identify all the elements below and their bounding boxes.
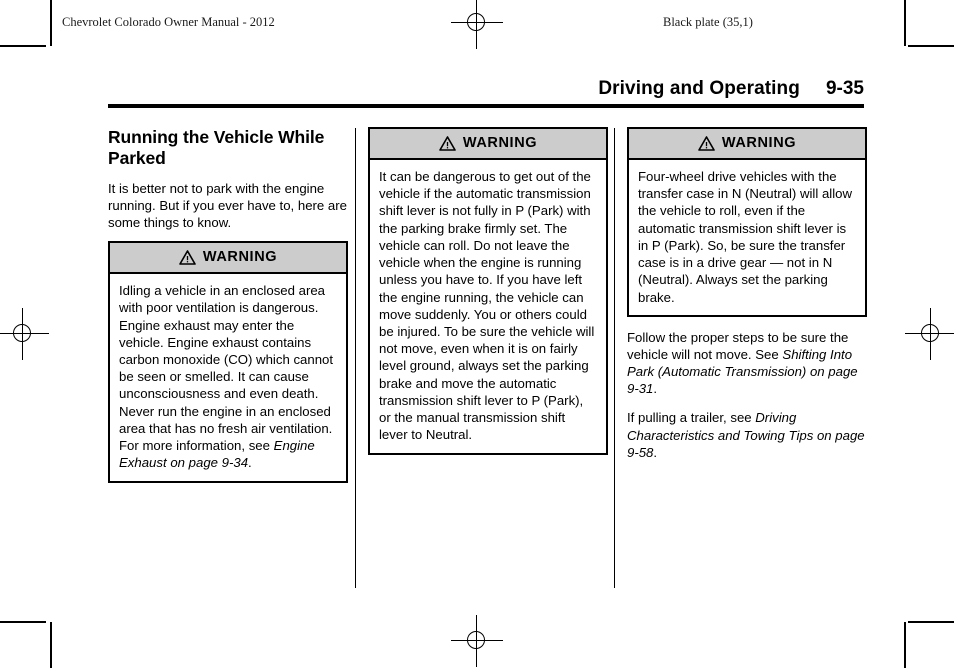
paragraph-pulling-trailer: [627, 409, 867, 460]
registration-mark-bottom: [451, 615, 503, 667]
warning-label: WARNING: [202, 249, 278, 266]
warning-box-text: It can be dangerous to get out of the vehicle if the automatic transmission shift lever is not fully in P (Park) with the parking brake firmly set. The vehicle can roll. Do not leave the vehicle when the engine is running unless you have to. If you have left the engine running, the vehicle can move suddenly. You or others could be injured. To be sure the vehicle will not move, even when it is on fairly level ground, always set the parking brake and move the automatic transmission shift lever to P (Park), or the manual transmission shift lever to Neutral.: [379, 169, 595, 443]
intro-paragraph: It is better not to park with the engine running. But if you ever have to, here are some things to know.: [108, 180, 347, 230]
crop-mark-bottom-left-horizontal: [0, 621, 46, 623]
running-head-left: Chevrolet Colorado Owner Manual - 2012: [62, 15, 275, 29]
warning-box-four-wheel-drive: [627, 127, 867, 317]
cross-reference-engine-exhaust[interactable]: Engine Exhaust on page 9-34: [119, 438, 315, 471]
registration-mark-left: [0, 308, 49, 360]
cross-reference-shifting-into-park[interactable]: Shifting Into Park (Automatic Transmission) on page 9-31: [627, 346, 858, 397]
registration-mark-top: [451, 0, 503, 49]
warning-box-header: [110, 243, 346, 274]
warning-label: WARNING: [462, 135, 538, 151]
chapter-title: Driving and Operating: [598, 78, 800, 99]
page-number: 9-35: [825, 78, 864, 99]
warning-triangle-icon: [179, 250, 196, 265]
warning-box-exit-vehicle: [368, 127, 608, 455]
registration-mark-circle: [921, 324, 939, 342]
warning-text-tail: .: [248, 455, 252, 471]
warning-box-text: Four-wheel drive vehicles with the transfer case in N (Neutral) will allow the vehicle to roll, even if the automatic transmission shift lever is in P (Park). So, be sure the transfer case is in a drive gear — not in N (Neutral). Always set the parking brake.: [638, 169, 852, 305]
paragraph-text-tail: .: [653, 381, 658, 397]
crop-mark-top-left-vertical: [50, 0, 52, 46]
crop-mark-top-left-horizontal: [0, 45, 46, 47]
crop-mark-bottom-right-horizontal: [908, 621, 954, 623]
warning-label: WARNING: [721, 135, 797, 151]
paragraph-text-plain: If pulling a trailer, see: [627, 410, 756, 426]
chapter-title-bar: [108, 78, 864, 108]
registration-mark-circle: [467, 631, 485, 649]
crop-mark-bottom-left-vertical: [50, 622, 52, 668]
warning-text-plain: Idling a vehicle in an enclosed area with poor ventilation is dangerous. Engine exhaust may enter the vehicle. Engine exhaust contains carbon monoxide (CO) which cannot be seen or smelled. It can cause unconsciousness and even death. Never run the engine in an enclosed area that has no fresh air ventilation. For more information, see: [119, 283, 334, 454]
content-column-2: [368, 127, 608, 467]
page-title: Running the Vehicle While Parked: [108, 127, 325, 169]
registration-mark-circle: [13, 324, 31, 342]
cross-reference-towing-tips[interactable]: Driving Characteristics and Towing Tips on page 9-58: [627, 410, 865, 460]
crop-mark-bottom-right-vertical: [904, 622, 906, 668]
warning-box-header: [629, 129, 865, 160]
paragraph-text-tail: .: [653, 444, 658, 460]
content-column-1: [108, 127, 348, 495]
column-rule-left: [355, 128, 356, 588]
warning-box-text: [110, 274, 346, 480]
registration-mark-right: [905, 308, 954, 360]
warning-box-header: [370, 129, 606, 160]
content-column-3: [627, 127, 867, 473]
registration-mark-circle: [467, 13, 485, 31]
column-rule-right: [614, 128, 615, 588]
crop-mark-top-right-horizontal: [908, 45, 954, 47]
warning-triangle-icon: [439, 136, 456, 151]
paragraph-follow-proper-steps: [627, 329, 867, 398]
running-head-right: Black plate (35,1): [663, 15, 753, 29]
paragraph-text-plain: Follow the proper steps to be sure the vehicle will not move. See: [627, 329, 849, 362]
warning-triangle-icon: [698, 136, 715, 151]
warning-box-engine-exhaust: [108, 241, 348, 482]
crop-mark-top-right-vertical: [904, 0, 906, 46]
